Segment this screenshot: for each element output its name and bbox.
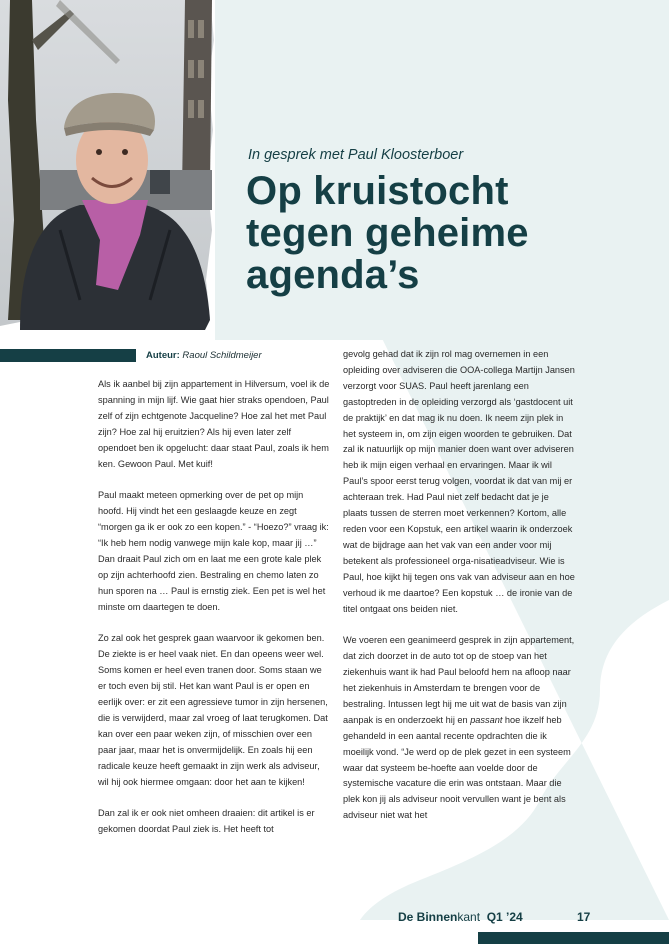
article-subtitle: In gesprek met Paul Kloosterboer xyxy=(248,147,464,163)
text-column-1 xyxy=(98,377,330,854)
author-credit xyxy=(146,349,262,362)
magazine-name-light: kant xyxy=(457,910,481,924)
title-line: tegen geheime xyxy=(246,211,529,255)
author-accent-bar xyxy=(0,349,136,362)
footer-accent-bar xyxy=(478,932,669,944)
paragraph: gevolg gehad dat ik zijn rol mag overnemen in een opleiding over adviseren die OOA-collega Martijn Jansen verzorgt voor SUAS. Paul heeft jarenlang een gastoptreden in de opleiding verzorgd als ‘gastdocent uit de praktijk’ en dat mag ik nu doen. Ik neem zijn plek in het systeem in, om zijn eigen woorden te gebruiken. Dat zal ik natuurlijk op mijn manier doen want over adviseren heb ik mijn eigen verhaal en ervaringen. Maar ik wil Paul’s spoor eerst terug volgen, voordat ik dat van mij er achteraan trek. Had Paul niet zelf bedacht dat je je plaats tussen de sterren moet verkennen? Kortom, alle reden voor een Kopstuk, een artikel waarin ik onderzoek wat de bijdrage aan het vak van een ander voor mij betekent als professioneel orga-nisatieadviseur. Wie is Paul, hoe kijkt hij tegen ons vak van adviseur aan en hoe verhoud ik me daartoe? Een kopstuk … de ironie van de titel ontgaat ons beiden niet. xyxy=(343,349,575,614)
article-title xyxy=(246,170,529,296)
author-name: Raoul Schildmeijer xyxy=(182,350,262,361)
paragraph: Dan zal ik er ook niet omheen draaien: dit artikel is er gekomen doordat Paul ziek is. Het heeft tot xyxy=(98,808,315,835)
page-number: 17 xyxy=(577,910,591,924)
author-label: Auteur: xyxy=(146,350,180,361)
magazine-name-bold: De Binnen xyxy=(398,910,458,924)
paragraph xyxy=(343,633,575,824)
paragraph: Paul maakt meteen opmerking over de pet op mijn hoofd. Hij vindt het een geslaagde keuze en zegt “morgen ga ik er ook zo een kopen.” - “Hoezo?” vraag ik: “Ik heb hem nodig vanwege mijn kale kop, maar jij …” Dan draait Paul zich om en laat me een grote kale plek op zijn achterhoofd zien. Bestraling en chemo laten zo hun sporen na … Paul is ernstig ziek. Een pet is wel het minste om daartegen te doen. xyxy=(98,490,329,612)
text-column-2 xyxy=(343,347,575,840)
paragraph-text: hoe ikzelf heb gehandeld in een aantal recente opdrachten die ik moeilijk vond. “Je werd op de plek gezet in een systeem waar dat systeem be-hoefte aan voelde door de systemische vacature die erin was ontstaan. Maar die plek kon jij als adviseur nooit vervullen want je bent als adviseur niet wat het xyxy=(343,714,571,821)
paragraph: Als ik aanbel bij zijn appartement in Hilversum, voel ik de spanning in mijn lijf. Wie gaat hier straks opendoen, Paul zelf of zijn echtgenote Jacqueline? Hoe zal het met Paul zijn? Hoe zal hij eruitzien? Als hij even later zelf opendoet ben ik opgelucht: daar staat Paul, zoals ik hem ken. Gewoon Paul. Met kuif! xyxy=(98,379,330,469)
magazine-footer xyxy=(398,910,523,924)
issue-label: Q1 ’24 xyxy=(486,910,523,924)
title-line: agenda’s xyxy=(246,253,420,297)
title-line: Op kruistocht xyxy=(246,169,509,213)
portrait-photo xyxy=(0,0,232,335)
italic-term: passant xyxy=(470,714,503,725)
paragraph: Zo zal ook het gesprek gaan waarvoor ik gekomen ben. De ziekte is er heel vaak niet. En dan opeens weer wel. Soms komen er heel even tranen door. Soms staan we er toch even bij stil. Het kan want Paul is er open en eerlijk over: er zit een agressieve tumor in zijn hersenen, die is verwijderd, maar zal vroeg of laat terugkomen. Dat kan over een paar weken zijn, of misschien over een paar jaar, maar het is onvermijdelijk. En zoals hij een radicale keuze heeft gemaakt in zijn werk als adviseur, wil hij ook hiermee omgaan: door het aan te kijken! xyxy=(98,633,328,787)
paragraph-text: We voeren een geanimeerd gesprek in zijn appartement, dat zich doorzet in de auto tot op de stoep van het ziekenhuis want ik had Paul beloofd hem na afloop naar het ziekenhuis in Amsterdam te brengen voor de bestraling. Intussen legt hij me uit wat de basis van zijn aanpak is en onderzoekt hij en xyxy=(343,635,575,725)
